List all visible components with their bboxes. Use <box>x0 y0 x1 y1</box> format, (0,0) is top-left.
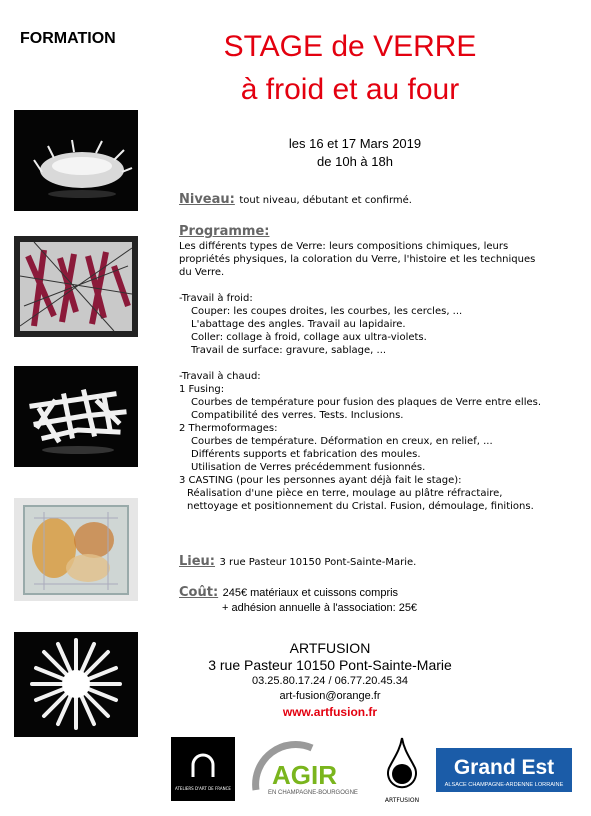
cout-line1: 245€ matériaux et cuissons compris <box>222 587 399 599</box>
thermo-title: 2 Thermoformages: <box>179 423 278 434</box>
dates-line: les 16 et 17 Mars 2019 <box>288 136 422 151</box>
photo-glass-star <box>14 632 138 737</box>
froid-item: Travail de surface: gravure, sablage, ... <box>191 345 387 356</box>
contact-email[interactable]: art-fusion@orange.fr <box>279 690 381 702</box>
photo-glass-tile <box>14 498 138 601</box>
thermo-item: Courbes de température. Déformation en creux, en relief, ... <box>191 436 493 447</box>
photo-glass-bowl <box>14 110 138 211</box>
niveau-row <box>179 190 412 208</box>
intro-line: du Verre. <box>179 267 225 278</box>
dates-block <box>230 135 480 171</box>
photo-glass-sculpture <box>14 366 138 467</box>
travail-chaud <box>179 370 584 513</box>
lieu-text: 3 rue Pasteur 10150 Pont-Sainte-Marie. <box>219 557 417 568</box>
cout-line2: + adhésion annuelle à l'association: 25€ <box>222 602 418 614</box>
niveau-label: Niveau: <box>179 192 235 207</box>
froid-item: Couper: les coupes droites, les courbes, les cercles, ... <box>191 306 463 317</box>
programme-section <box>179 224 584 513</box>
casting-item: Réalisation d'une pièce en terre, moulage au plâtre réfractaire, <box>187 488 503 499</box>
casting-title: 3 CASTING (pour les personnes ayant déjà fait le stage): <box>179 475 462 486</box>
intro-line: Les différents types de Verre: leurs compositions chimiques, leurs <box>179 241 509 252</box>
agir-sub-text: EN CHAMPAGNE-BOURGOGNE <box>268 790 358 796</box>
cout-block <box>179 583 417 614</box>
chaud-title: -Travail à chaud: <box>179 371 261 382</box>
froid-title: -Travail à froid: <box>179 293 253 304</box>
lieu-label: Lieu: <box>179 554 216 569</box>
grand-est-logo <box>436 748 572 792</box>
photo-glass-panel <box>14 236 138 337</box>
artfusion-logo <box>376 736 428 806</box>
contact-website[interactable]: www.artfusion.fr <box>282 705 378 719</box>
fusing-item: Courbes de température pour fusion des plaques de Verre entre elles. <box>191 397 542 408</box>
grand-est-text: Grand Est <box>453 756 555 779</box>
contact-block <box>200 640 460 720</box>
thermo-item: Utilisation de Verres précédemment fusionnés. <box>191 462 426 473</box>
artfusion-logo-text: ARTFUSION <box>384 797 420 804</box>
hours-line: de 10h à 18h <box>317 154 393 169</box>
ateliers-art-text: ATELIERS D'ART DE FRANCE <box>175 786 231 791</box>
page-title-line1: STAGE de VERRE <box>223 30 477 63</box>
cout-label: Coût: <box>179 585 219 600</box>
grand-est-sub-text: ALSACE CHAMPAGNE-ARDENNE LORRAINE <box>444 782 564 788</box>
agir-text: AGIR <box>272 760 337 790</box>
travail-froid <box>179 292 584 357</box>
thermo-item: Différents supports et fabrication des moules. <box>191 449 421 460</box>
contact-name: ARTFUSION <box>289 640 371 656</box>
intro-line: propriétés physiques, la coloration du Verre, l'histoire et les techniques <box>179 254 536 265</box>
froid-item: Coller: collage à froid, collage aux ultra-violets. <box>191 332 427 343</box>
lieu-row <box>179 552 416 570</box>
page-title-line2: à froid et au four <box>240 73 460 106</box>
formation-label: FORMATION <box>20 30 116 47</box>
programme-label: Programme: <box>179 224 270 239</box>
fusing-item: Compatibilité des verres. Tests. Inclusions. <box>191 410 404 421</box>
programme-intro <box>179 240 584 279</box>
contact-address: 3 rue Pasteur 10150 Pont-Sainte-Marie <box>208 657 452 673</box>
casting-item: nettoyage et positionnement du Cristal. Fusion, démoulage, finitions. <box>187 501 534 512</box>
contact-phones: 03.25.80.17.24 / 06.77.20.45.34 <box>252 675 408 687</box>
niveau-text: tout niveau, débutant et confirmé. <box>239 195 412 206</box>
froid-item: L'abattage des angles. Travail au lapidaire. <box>191 319 406 330</box>
ateliers-art-logo <box>171 737 235 801</box>
agir-logo <box>252 740 362 804</box>
fusing-title: 1 Fusing: <box>179 384 225 395</box>
